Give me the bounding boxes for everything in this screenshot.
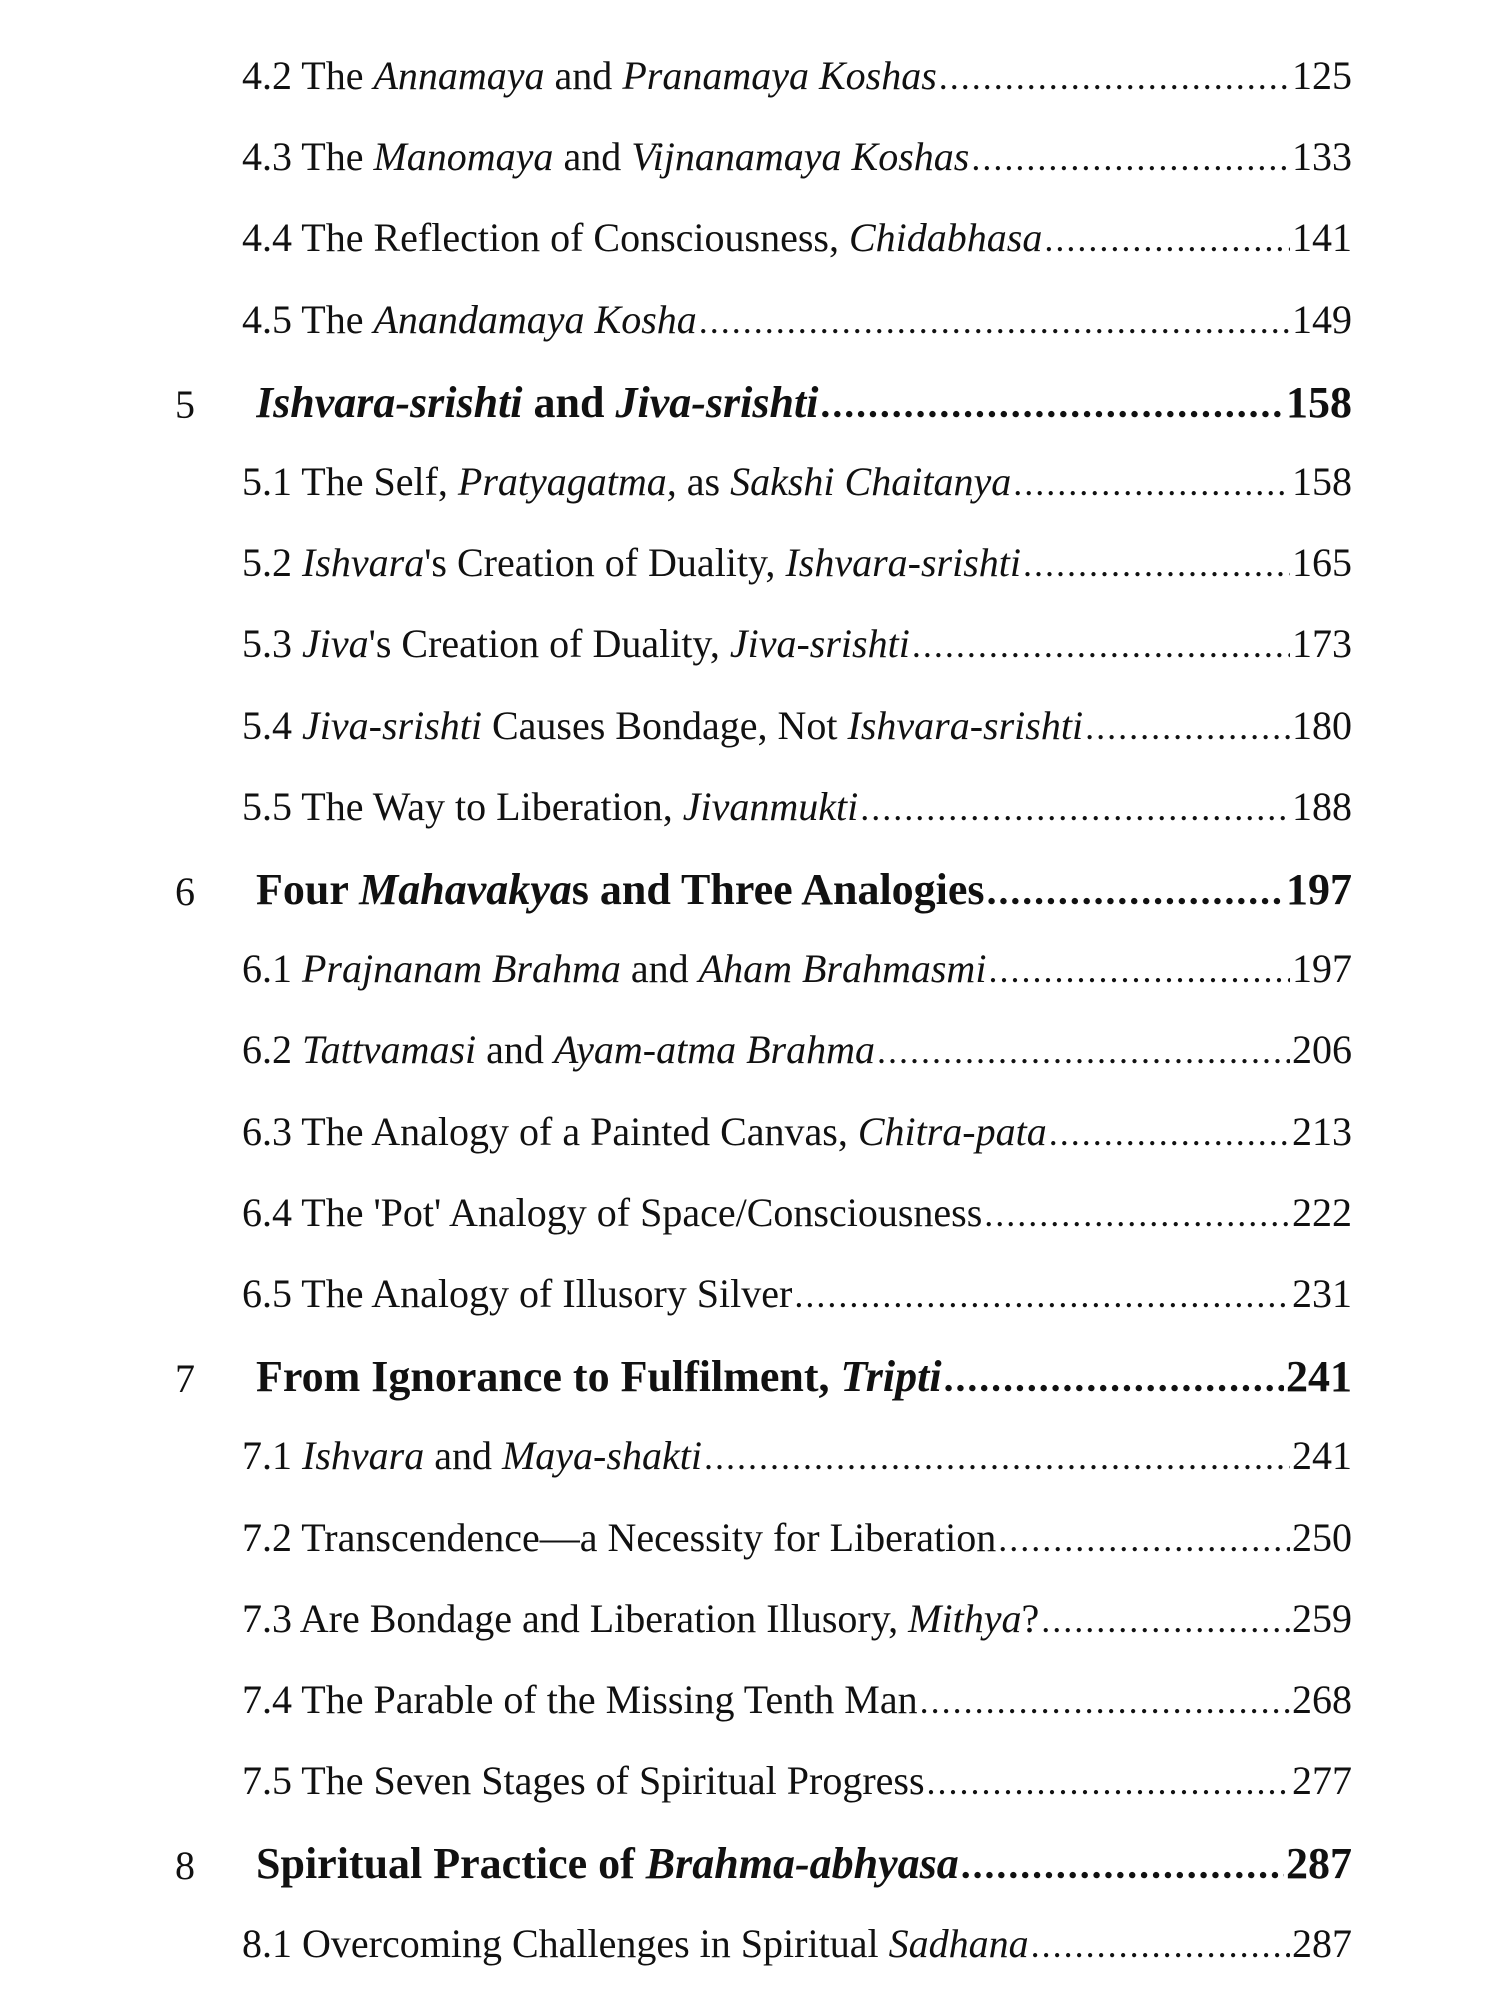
dot-leader: [1049, 1112, 1290, 1154]
dot-leader: [961, 1842, 1284, 1888]
entry-title: [242, 1595, 1039, 1642]
title-fragment: Jiva-srishti: [729, 621, 910, 667]
title-fragment: Tripti: [840, 1352, 942, 1402]
toc-section-entry[interactable]: [242, 52, 1352, 112]
title-fragment: Causes Bondage, Not: [481, 702, 848, 748]
title-fragment: and: [544, 53, 623, 98]
chapter-number: 7: [175, 1356, 195, 1402]
dot-leader: [939, 56, 1290, 98]
title-fragment: 4.5 The: [242, 296, 374, 342]
entry-title: [242, 1514, 996, 1561]
title-fragment: 5.5 The Way to Liberation,: [242, 783, 683, 829]
title-fragment: Ishvara-srishti: [785, 540, 1022, 586]
page-number: 241: [1292, 1433, 1352, 1479]
title-fragment: From Ignorance to Fulfilment,: [256, 1352, 841, 1402]
title-fragment: Manomaya: [373, 134, 554, 180]
entry-title: [242, 1270, 792, 1317]
entry-title: [242, 783, 858, 830]
page-number: 241: [1286, 1352, 1352, 1402]
dot-leader: [1044, 218, 1290, 260]
page-number: 213: [1292, 1108, 1352, 1154]
title-fragment: Jiva-srishti: [302, 702, 482, 748]
entry-title: [242, 1757, 925, 1804]
page-number: 165: [1292, 540, 1352, 586]
title-fragment: Four: [256, 865, 360, 914]
entry-title: [242, 945, 986, 992]
page-number: 287: [1292, 1920, 1352, 1966]
toc-section-entry[interactable]: [242, 783, 1352, 843]
title-fragment: Mithya: [908, 1595, 1022, 1641]
page-number: 125: [1292, 53, 1352, 98]
entry-title: [242, 1108, 1047, 1155]
entry-title: [242, 702, 1083, 749]
title-fragment: Chitra-pata: [857, 1108, 1047, 1154]
title-fragment: and: [620, 946, 699, 992]
title-fragment: and: [522, 377, 616, 427]
chapter-number: 8: [175, 1843, 195, 1889]
page-number: 173: [1292, 621, 1352, 667]
page-number: 287: [1286, 1839, 1352, 1889]
dot-leader: [699, 300, 1290, 342]
title-fragment: 5.4: [242, 702, 302, 748]
title-fragment: Prajnanam Brahma: [302, 946, 621, 992]
dot-leader: [1023, 543, 1290, 585]
title-fragment: 7.2 Transcendence—a Necessity for Liberation: [242, 1514, 997, 1560]
entry-title: [242, 1026, 875, 1073]
toc-section-entry[interactable]: [242, 1514, 1352, 1574]
dot-leader: [920, 1680, 1290, 1722]
title-fragment: and: [424, 1433, 502, 1479]
title-fragment: 4.3 The: [242, 134, 374, 180]
page-number: 197: [1286, 865, 1352, 914]
page-number: 259: [1292, 1595, 1352, 1641]
title-fragment: Chidabhasa: [848, 215, 1043, 261]
title-fragment: 8.1 Overcoming Challenges in Spiritual: [242, 1920, 889, 1966]
toc-section-entry[interactable]: [242, 214, 1352, 274]
title-fragment: 5.1 The Self,: [242, 459, 458, 504]
entry-title: [242, 296, 697, 343]
title-fragment: Ishvara: [302, 540, 425, 586]
entry-title: [256, 1838, 959, 1889]
title-fragment: Sadhana: [888, 1920, 1029, 1966]
page-number: 188: [1292, 783, 1352, 829]
title-fragment: Annamaya: [373, 53, 545, 98]
toc-section-entry[interactable]: [242, 1432, 1352, 1492]
title-fragment: 6.4 The 'Pot' Analogy of Space/Consciousness: [242, 1189, 983, 1235]
title-fragment: 5.3: [242, 621, 302, 667]
title-fragment: Pranamaya Koshas: [622, 53, 937, 98]
dot-leader: [998, 1518, 1290, 1560]
dot-leader: [984, 1193, 1290, 1235]
title-fragment: Anandamaya Kosha: [373, 296, 697, 342]
page-number: 268: [1292, 1677, 1352, 1722]
page-number: 222: [1292, 1189, 1352, 1235]
page-number: 231: [1292, 1271, 1352, 1316]
title-fragment: 6.2: [242, 1027, 302, 1073]
dot-leader: [1031, 1924, 1290, 1966]
dot-leader: [1013, 462, 1290, 504]
title-fragment: s and Three Analogies: [571, 865, 985, 914]
page-number: 158: [1286, 377, 1352, 427]
title-fragment: 7.3 Are Bondage and Liberation Illusory,: [242, 1595, 909, 1641]
entry-title: [242, 1189, 982, 1236]
title-fragment: Jiva: [302, 621, 369, 667]
title-fragment: Spiritual Practice of: [256, 1839, 646, 1889]
title-fragment: 's Creation of Duality,: [424, 540, 786, 586]
entry-title: [242, 52, 937, 99]
title-fragment: Tattvamasi: [302, 1027, 477, 1073]
toc-section-entry[interactable]: [242, 1026, 1352, 1086]
page-number: 180: [1292, 702, 1352, 748]
toc-section-entry[interactable]: [242, 1676, 1352, 1736]
title-fragment: 7.5 The Seven Stages of Spiritual Progress: [242, 1758, 925, 1804]
page-number: 277: [1292, 1758, 1352, 1804]
page-number: 133: [1292, 134, 1352, 180]
toc-section-entry[interactable]: [242, 539, 1352, 599]
toc-section-entry[interactable]: [242, 1757, 1352, 1817]
dot-leader: [988, 949, 1290, 991]
title-fragment: Sakshi Chaitanya: [730, 459, 1012, 504]
dot-leader: [1041, 1599, 1290, 1641]
toc-chapter-entry[interactable]: [256, 1351, 1352, 1411]
title-fragment: 6.3 The Analogy of a Painted Canvas,: [242, 1108, 858, 1154]
toc-chapter-entry[interactable]: [256, 864, 1352, 924]
title-fragment: Brahma-abhyasa: [645, 1839, 959, 1889]
title-fragment: Ishvara-srishti: [256, 377, 523, 427]
title-fragment: 5.2: [242, 540, 302, 586]
toc-section-entry[interactable]: [242, 1595, 1352, 1655]
page-number: 141: [1292, 215, 1352, 261]
dot-leader: [877, 1030, 1290, 1072]
dot-leader: [794, 1274, 1290, 1316]
title-fragment: 6.5 The Analogy of Illusory Silver: [242, 1271, 793, 1316]
dot-leader: [987, 868, 1284, 914]
entry-title: [242, 458, 1011, 505]
title-fragment: 7.1: [242, 1433, 302, 1479]
toc-section-entry[interactable]: [242, 296, 1352, 356]
dot-leader: [704, 1436, 1290, 1478]
title-fragment: Ishvara-srishti: [847, 702, 1084, 748]
toc-chapter-entry[interactable]: [256, 1838, 1352, 1898]
toc-section-entry[interactable]: [242, 702, 1352, 762]
title-fragment: 's Creation of Duality,: [368, 621, 730, 667]
dot-leader: [912, 624, 1290, 666]
title-fragment: 7.4 The Parable of the Missing Tenth Man: [242, 1677, 918, 1722]
page-number: 149: [1292, 296, 1352, 342]
page-number: 206: [1292, 1027, 1352, 1073]
title-fragment: Jivanmukti: [682, 783, 859, 829]
entry-title: [242, 1676, 918, 1723]
title-fragment: 4.4 The Reflection of Consciousness,: [242, 215, 849, 261]
toc-chapter-entry[interactable]: [256, 377, 1352, 437]
dot-leader: [944, 1355, 1284, 1401]
toc-section-entry[interactable]: [242, 458, 1352, 518]
toc-section-entry[interactable]: [242, 1108, 1352, 1168]
entry-title: [242, 1920, 1029, 1967]
toc-section-entry[interactable]: [242, 133, 1352, 193]
toc-section-entry[interactable]: [242, 1920, 1352, 1980]
toc-section-entry[interactable]: [242, 945, 1352, 1005]
entry-title: [242, 133, 969, 180]
entry-title: [242, 214, 1042, 261]
title-fragment: and: [476, 1027, 554, 1073]
title-fragment: Pratyagatma,: [457, 459, 677, 504]
title-fragment: Jiva-srishti: [615, 377, 819, 427]
title-fragment: Maya-shakti: [501, 1433, 702, 1479]
title-fragment: as: [676, 459, 731, 504]
entry-title: [256, 377, 818, 428]
dot-leader: [820, 381, 1284, 427]
title-fragment: and: [553, 134, 632, 180]
dot-leader: [860, 787, 1290, 829]
entry-title: [242, 539, 1021, 586]
toc-section-entry[interactable]: [242, 1270, 1352, 1330]
title-fragment: Ayam-atma Brahma: [553, 1027, 875, 1073]
page-number: 197: [1292, 946, 1352, 992]
page-number: 250: [1292, 1514, 1352, 1560]
title-fragment: 6.1: [242, 946, 302, 992]
title-fragment: 4.2 The: [242, 53, 374, 98]
title-fragment: ?: [1021, 1595, 1040, 1641]
title-fragment: Vijnanamaya Koshas: [631, 134, 970, 180]
toc-section-entry[interactable]: [242, 1189, 1352, 1249]
title-fragment: Mahavakya: [359, 865, 572, 914]
dot-leader: [1085, 706, 1290, 748]
entry-title: [242, 1432, 702, 1479]
chapter-number: 6: [175, 869, 195, 914]
title-fragment: Aham Brahmasmi: [698, 946, 987, 992]
entry-title: [256, 1351, 942, 1402]
page-number: 158: [1292, 459, 1352, 504]
toc-section-entry[interactable]: [242, 620, 1352, 680]
dot-leader: [971, 137, 1290, 179]
entry-title: [256, 864, 985, 915]
chapter-number: 5: [175, 381, 195, 427]
entry-title: [242, 620, 910, 667]
dot-leader: [927, 1761, 1290, 1803]
title-fragment: Ishvara: [302, 1433, 425, 1479]
